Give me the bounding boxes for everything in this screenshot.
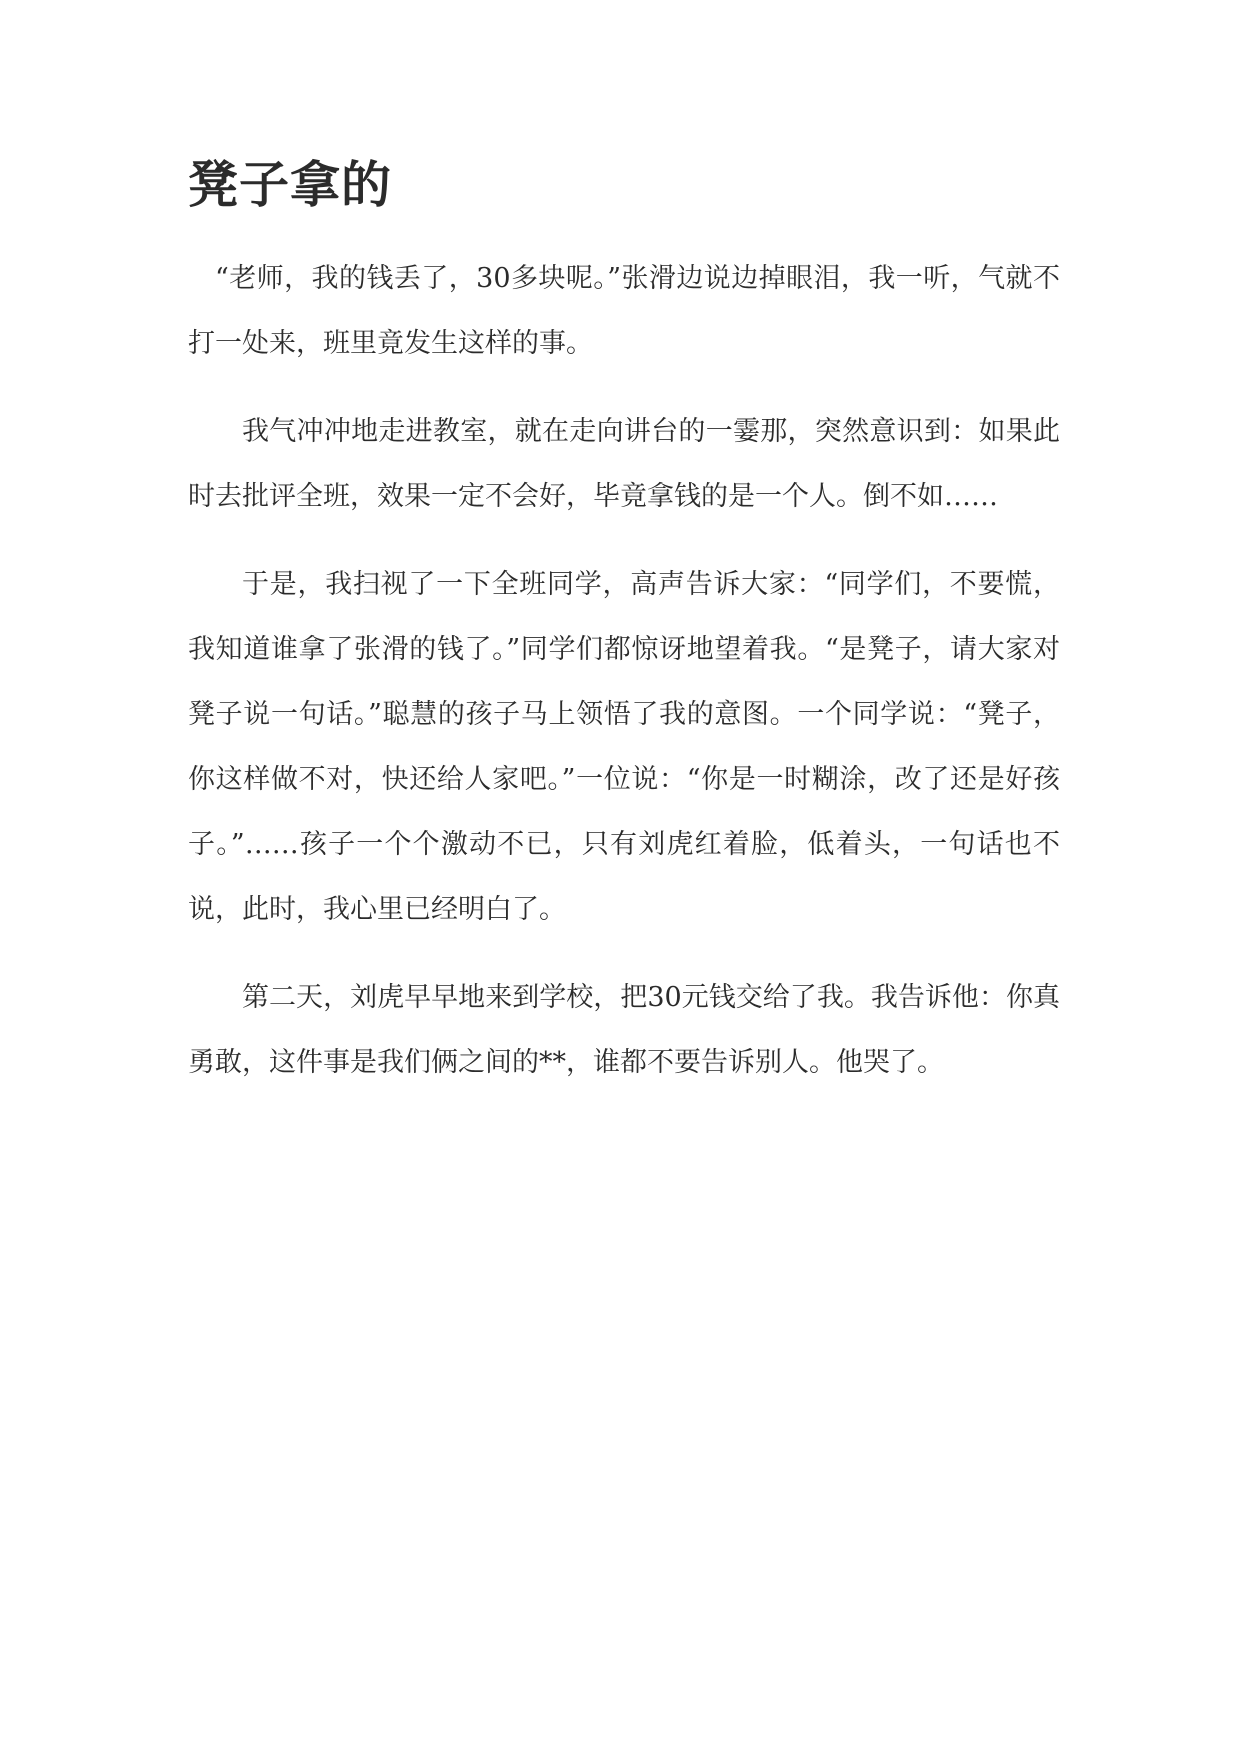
document-body bbox=[188, 246, 1060, 1118]
paragraph-4: 第二天，刘虎早早地来到学校，把30元钱交给了我。我告诉他：你真勇敢，这件事是我们俩之间的**，谁都不要告诉别人。他哭了。 bbox=[188, 982, 1060, 1078]
paragraph-1: “老师，我的钱丢了，30多块呢。”张滑边说边掉眼泪，我一听，气就不打一处来，班里竟发生这样的事。 bbox=[188, 263, 1060, 359]
document-title: 凳子拿的 bbox=[188, 156, 392, 214]
paragraph-2: 我气冲冲地走进教室，就在走向讲台的一霎那，突然意识到：如果此时去批评全班，效果一定不会好，毕竟拿钱的是一个人。倒不如…… bbox=[188, 416, 1060, 512]
paragraph-3: 于是，我扫视了一下全班同学，高声告诉大家：“同学们，不要慌，我知道谁拿了张滑的钱了。”同学们都惊讶地望着我。“是凳子，请大家对凳子说一句话。”聪慧的孩子马上领悟了我的意图。一个同学说：“凳子，你这样做不对，快还给人家吧。”一位说：“你是一时糊涂，改了还是好孩子。”……孩子一个个激动不已，只有刘虎红着脸，低着头，一句话也不说，此时，我心里已经明白了。 bbox=[188, 569, 1060, 925]
